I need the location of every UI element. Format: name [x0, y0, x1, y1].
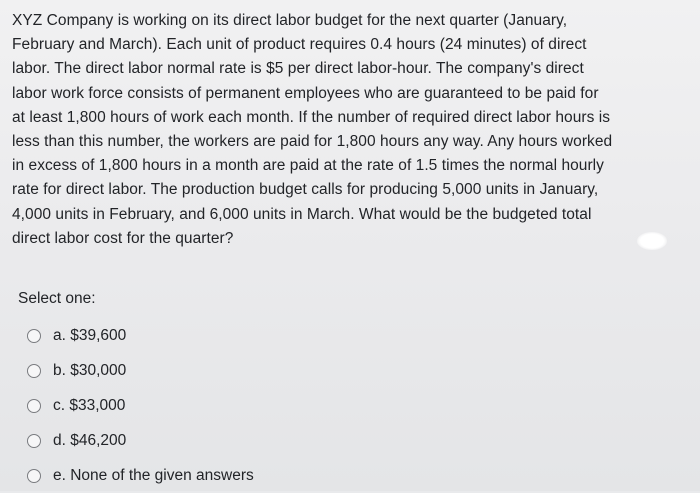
option-label: a. $39,600 — [53, 326, 127, 344]
answer-options — [27, 318, 427, 493]
question-line: less than this number, the workers are paid for 1,800 hours any way. Any hours worked — [12, 133, 613, 151]
radio-button[interactable] — [27, 399, 41, 413]
answer-option-c[interactable] — [27, 388, 427, 423]
question-line: XYZ Company is working on its direct labor budget for the next quarter (January, — [12, 12, 568, 29]
question-line: rate for direct labor. The production budget calls for producing 5,000 units in January, — [12, 181, 599, 199]
radio-button[interactable] — [27, 469, 41, 483]
option-label: b. $30,000 — [53, 361, 127, 379]
question-line: in excess of 1,800 hours in a month are paid at the rate of 1.5 times the normal hourly — [12, 157, 604, 175]
option-label: e. None of the given answers — [53, 466, 254, 484]
answer-option-b[interactable] — [27, 353, 427, 388]
question-line: 4,000 units in February, and 6,000 units in March. What would be the budgeted total — [12, 205, 592, 223]
answer-option-a[interactable] — [27, 318, 427, 353]
option-label: d. $46,200 — [53, 431, 127, 449]
radio-button[interactable] — [27, 329, 41, 343]
radio-button[interactable] — [27, 364, 41, 378]
question-line: at least 1,800 hours of work each month. If the number of required direct labor hours is — [12, 108, 611, 126]
radio-button[interactable] — [27, 434, 41, 448]
option-label: c. $33,000 — [53, 396, 126, 414]
answer-option-e[interactable] — [27, 458, 427, 493]
question-line: direct labor cost for the quarter? — [12, 229, 234, 247]
select-one-label: Select one: — [18, 290, 96, 307]
screen-glare — [637, 232, 667, 250]
answer-option-d[interactable] — [27, 423, 427, 458]
question-line: labor. The direct labor normal rate is $5 per direct labor-hour. The company's direct — [12, 60, 584, 78]
question-line: February and March). Each unit of product requires 0.4 hours (24 minutes) of direct — [12, 36, 587, 54]
question-line: labor work force consists of permanent employees who are guaranteed to be paid for — [12, 84, 599, 102]
question-text — [12, 9, 688, 251]
